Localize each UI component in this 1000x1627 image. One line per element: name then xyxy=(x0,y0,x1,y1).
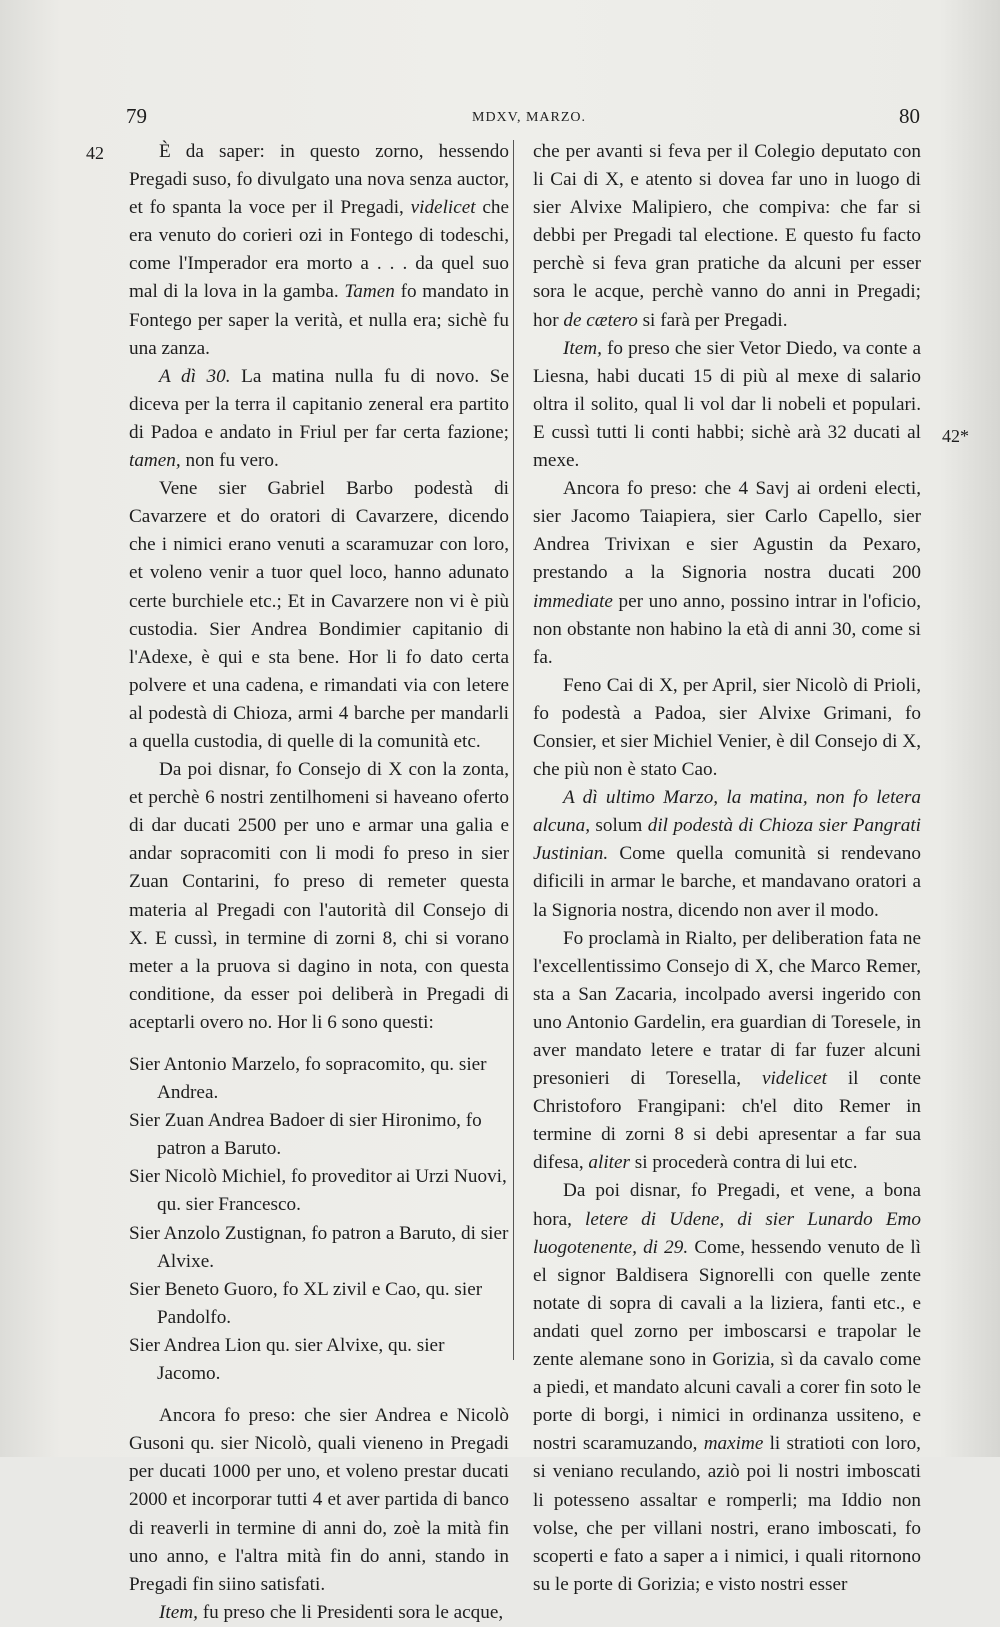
list-item: Sier Zuan Andrea Badoer di sier Hironimo, fo patron a Baruto. xyxy=(129,1110,482,1160)
paragraph: A dì ultimo Marzo, la matina, non fo letera alcuna, solum dil podestà di Chioza sier Pangrati Justinian. Come quella comunità si rendevano dificili in armar le barche, et mandavano oratori a la Signoria nostra, dicendo non aver il modo. xyxy=(533,787,921,921)
list-item: Sier Nicolò Michiel, fo proveditor ai Urzi Nuovi, qu. sier Francesco. xyxy=(129,1166,507,1216)
paragraph: È da saper: in questo zorno, hessendo Pregadi suso, fo divulgato una nova senza auctor, et fo spanta la voce per il Pregadi, videlicet che era venuto do corieri ozi in Fontego di todeschi, come l'Imperador era morto a . . . da quel suo mal di la lova in la gamba. Tamen fo mandato in Fontego per saper la verità, et nulla era; sichè fu una zanza. xyxy=(129,141,509,359)
paragraph: Ancora fo preso: che 4 Savj ai ordeni electi, sier Jacomo Taiapiera, sier Carlo Capello, sier Andrea Trivixan e sier Agustin da Pexaro, prestando a la Signoria nostra ducati 200 immediate per uno anno, possino intrar in l'oficio, non obstante non habino la età di anni 30, come si fa. xyxy=(533,478,921,668)
paragraph: Da poi disnar, fo Pregadi, et vene, a bona hora, letere di Udene, di sier Lunardo Emo luogotenente, di 29. Come, hessendo venuto de lì el signor Baldisera Signorelli con quelle zente notate di sopra di cavali a la liziera, fanti etc., e andati quel zorno per imboscarsi e trapolar le zente alemane sono in Gorizia, sì da cavalo come a piedi, et mandato alcuni cavali a corer fin soto le porte di borgi, i nimici in ordinanza ussiteno, e nostri scaramuzando, maxime li stratioti con loro, si veniano reculando, aziò poi li nostri imboscati li potesseno assaltar e romperli; ma Iddio non volse, che per villani nostri, erano imboscati, fo scoperti e fato a saper a i nimici, i quali ritornono su le porte di Gorizia; e visto nostri esser xyxy=(533,1180,922,1595)
paragraph: che per avanti si feva per il Colegio deputato con li Cai di X, e atento si dovea far uno in luogo di sier Alvixe Malipiero, che compiva: che far si debbi per Pregadi tal electione. E questo fu facto perchè si feva gran pratiche da alcuni per esser sora le acque, perchè vanno do anni in Pregadi; hor de cætero si farà per Pregadi. xyxy=(533,141,921,331)
list-item: Sier Andrea Lion qu. sier Alvixe, qu. sier Jacomo. xyxy=(129,1334,445,1385)
column-divider xyxy=(513,140,514,1360)
margin-number-right: 42* xyxy=(942,426,969,446)
paragraph: Vene sier Gabriel Barbo podestà di Cavarzere et do oratori di Cavarzere, dicendo che i nimici erano venuti a scaramuzar con loro, et voleno venir a tuor quel loco, hanno adunato certe burchiele etc.; Et in Cavarzere non vi è più custodia. Sier Andrea Bondimier capitanio di l'Adexe, è qui e sta bene. Hor li fo dato certa polvere et una cadena, e rimandati via con letere al podestà di Chioza, armi 4 barche per mandarli a quella custodia, di quelle di la comunità etc. xyxy=(129,478,509,752)
list-item: Sier Anzolo Zustignan, fo patron a Baruto, di sier Alvixe. xyxy=(129,1222,509,1272)
paragraph: Feno Cai di X, per April, sier Nicolò di Prioli, fo podestà a Padoa, sier Alvixe Grimani, fo Consier, et sier Michiel Venier, è dil Consejo di X, che più non è stato Cao. xyxy=(533,674,921,781)
page-number-right: 80 xyxy=(899,104,920,128)
paragraph: Fo proclamà in Rialto, per deliberation fata ne l'excellentissimo Consejo di X, che Marco Remer, sta a San Zacaria, incolpado aversi ingerido con uno Antonio Gardelin, era guardian di Toresele, in aver mandato letere e tratar di far fuzer alcuni presonieri di Toresella, videlicet il conte Christoforo Frangipani: ch'el dito Remer in termine di zorni 8 si debi apresentar a far sua difesa, aliter si procederà contra di lui etc. xyxy=(533,927,921,1174)
left-column xyxy=(129,138,509,1627)
paragraph: Item, fu preso che li Presidenti sora le acque, xyxy=(159,1601,504,1623)
right-column xyxy=(533,138,921,1599)
running-title: MDXV, MARZO. xyxy=(472,110,587,125)
paragraph: Item, fo preso che sier Vetor Diedo, va conte a Liesna, habi ducati 15 di più al mexe di salario oltra il solito, qual li vol dar li nobeli et populari. E cussì tutti li conti habbi; sichè arà 32 ducati al mexe. xyxy=(533,337,921,472)
margin-number-left: 42 xyxy=(86,143,104,163)
page-number-left: 79 xyxy=(126,104,147,128)
paragraph: Ancora fo preso: che sier Andrea e Nicolò Gusoni qu. sier Nicolò, quali vieneno in Pregadi per ducati 1000 per uno, et voleno prestar ducati 2000 et incorporar tutti 4 et aver partida di banco di reaverli in termine di anni do, zoè la mità fin uno anno, e l'altra mità fin do anni, stando in Pregadi fin siino satisfati. xyxy=(129,1405,509,1595)
list-item: Sier Beneto Guoro, fo XL zivil e Cao, qu. sier Pandolfo. xyxy=(129,1278,483,1328)
paragraph: Da poi disnar, fo Consejo di X con la zonta, et perchè 6 nostri zentilhomeni si haveano oferto di dar ducati 2500 per uno e armar una galia e andar sopracomiti con li modi fo preso in sier Zuan Contarini, fo preso di remeter questa materia al Pregadi con l'autorità dil Consejo di X. E cussì, in termine di zorni 8, chi si vorano meter a la pruova si dagino in nota, con questa conditione, da esser poi deliberà in Pregadi di aceptarli overo no. Hor li 6 sono questi: xyxy=(129,759,509,1033)
paragraph: A dì 30. La matina nulla fu di novo. Se diceva per la terra il capitanio zeneral era partito di Padoa e andato in Friul per far certa fazione; tamen, non fu vero. xyxy=(129,365,509,472)
list-item: Sier Antonio Marzelo, fo sopracomito, qu. sier Andrea. xyxy=(129,1054,487,1104)
